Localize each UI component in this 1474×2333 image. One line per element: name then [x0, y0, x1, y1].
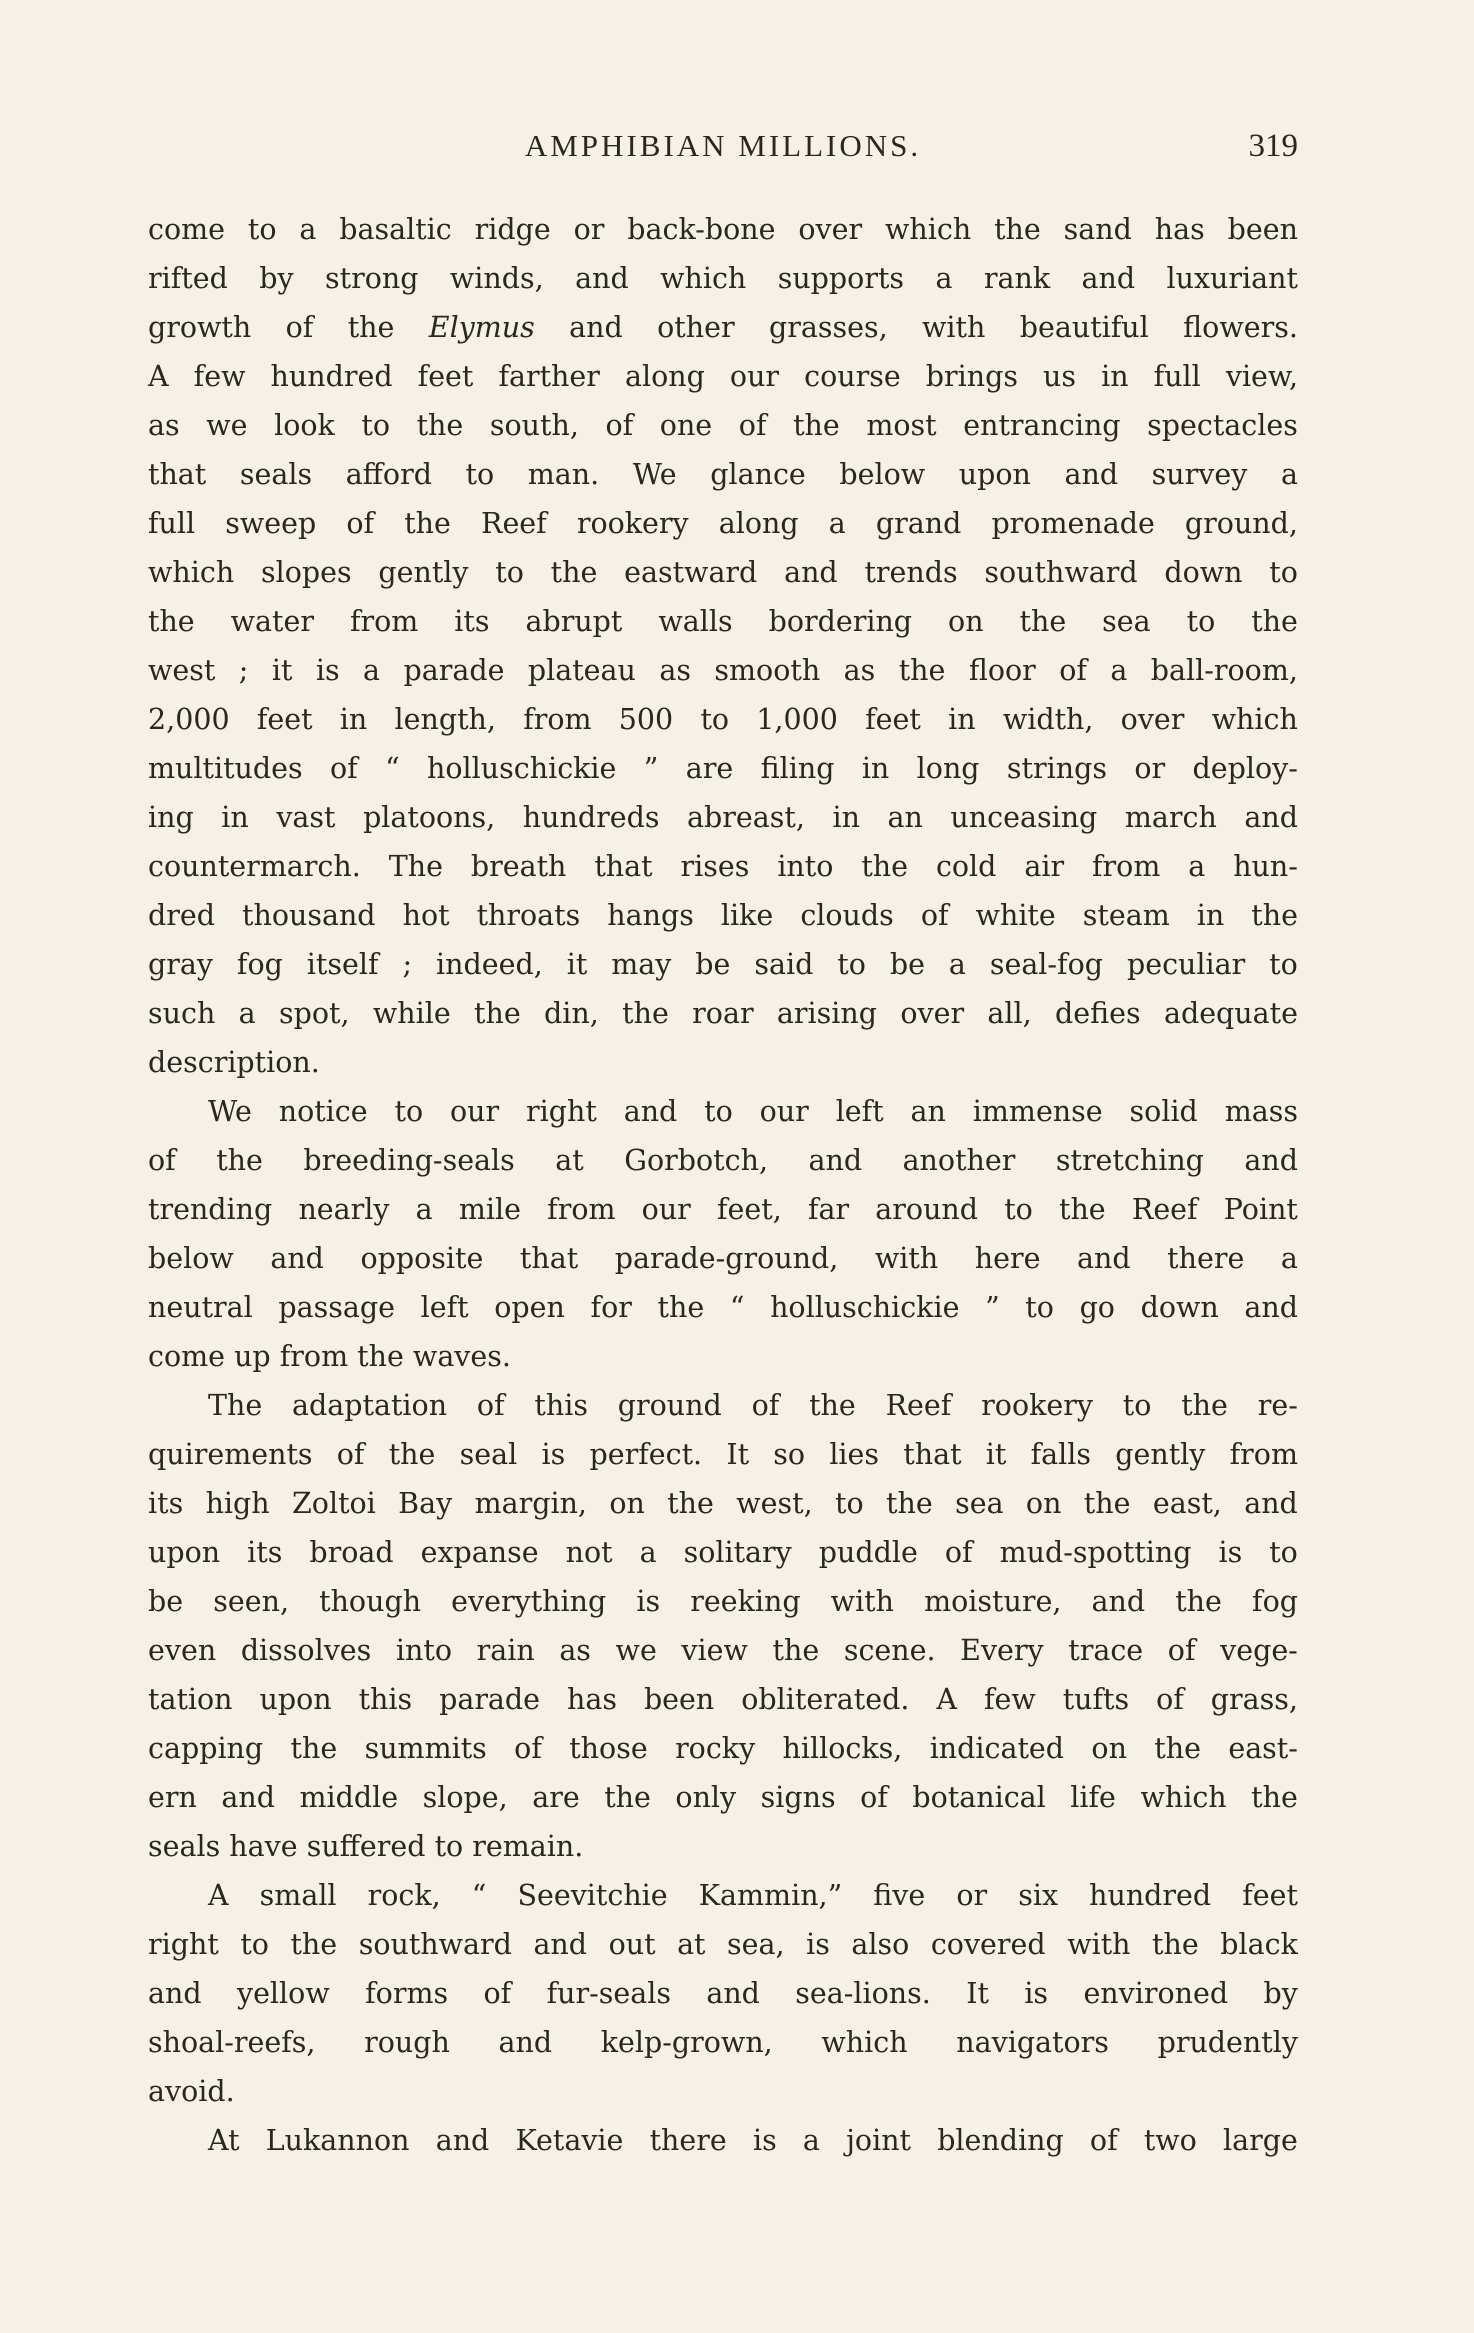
- text-line: be seen, though everything is reeking with moisture, and the fog: [148, 1585, 1298, 1618]
- running-head: [148, 128, 1298, 184]
- text-line: countermarch. The breath that rises into the cold air from a hun-: [148, 850, 1298, 883]
- text-line: full sweep of the Reef rookery along a grand promenade ground,: [148, 507, 1298, 540]
- text-line: shoal-reefs, rough and kelp-grown, which navigators prudently: [148, 2026, 1298, 2059]
- text-line: gray fog itself ; indeed, it may be said to be a seal-fog peculiar to: [148, 948, 1298, 981]
- body-text: [148, 205, 1298, 2165]
- text-line: such a spot, while the din, the roar arising over all, defies adequate: [148, 997, 1298, 1030]
- text-line: capping the summits of those rocky hillocks, indicated on the east-: [148, 1732, 1298, 1765]
- text-line: tation upon this parade has been obliterated. A few tufts of grass,: [148, 1683, 1298, 1716]
- page-number: 319: [1248, 128, 1298, 164]
- text-line: rifted by strong winds, and which supports a rank and luxuriant: [148, 262, 1298, 295]
- text-line: as we look to the south, of one of the most entrancing spectacles: [148, 409, 1298, 442]
- text-line: A few hundred feet farther along our course brings us in full view,: [148, 360, 1298, 393]
- text-line: below and opposite that parade-ground, with here and there a: [148, 1242, 1298, 1275]
- text-line: trending nearly a mile from our feet, far around to the Reef Point: [148, 1193, 1298, 1226]
- text-line: dred thousand hot throats hangs like clouds of white steam in the: [148, 899, 1298, 932]
- text-line: neutral passage left open for the “ holluschickie ” to go down and: [148, 1291, 1298, 1324]
- text-line: even dissolves into rain as we view the scene. Every trace of vege-: [148, 1634, 1298, 1667]
- text-line: and yellow forms of fur-seals and sea-lions. It is environed by: [148, 1977, 1298, 2010]
- text-line: ing in vast platoons, hundreds abreast, in an unceasing march and: [148, 801, 1298, 834]
- text-line: its high Zoltoi Bay margin, on the west, to the sea on the east, and: [148, 1487, 1298, 1520]
- text-line: growth of the Elymus and other grasses, with beautiful flowers.: [148, 311, 1298, 344]
- text-line: the water from its abrupt walls bordering on the sea to the: [148, 605, 1298, 638]
- text-line: west ; it is a parade plateau as smooth as the floor of a ball-room,: [148, 654, 1298, 687]
- running-title: AMPHIBIAN MILLIONS.: [524, 128, 922, 163]
- text-line: ern and middle slope, are the only signs of botanical life which the: [148, 1781, 1298, 1814]
- text-line: seals have suffered to remain.: [148, 1830, 584, 1863]
- text-line: multitudes of “ holluschickie ” are filing in long strings or deploy-: [148, 752, 1298, 785]
- text-line: that seals afford to man. We glance below upon and survey a: [148, 458, 1298, 491]
- text-line: come to a basaltic ridge or back-bone over which the sand has been: [148, 213, 1298, 246]
- text-line: The adaptation of this ground of the Reef rookery to the re-: [208, 1389, 1298, 1422]
- text-line: We notice to our right and to our left an immense solid mass: [208, 1095, 1298, 1128]
- text-line: come up from the waves.: [148, 1340, 511, 1373]
- text-line: quirements of the seal is perfect. It so lies that it falls gently from: [148, 1438, 1298, 1471]
- text-line: right to the southward and out at sea, is also covered with the black: [148, 1928, 1298, 1961]
- text-line: avoid.: [148, 2075, 235, 2108]
- text-line: which slopes gently to the eastward and trends southward down to: [148, 556, 1298, 589]
- text-line: of the breeding-seals at Gorbotch, and another stretching and: [148, 1144, 1298, 1177]
- text-line: upon its broad expanse not a solitary puddle of mud-spotting is to: [148, 1536, 1298, 1569]
- text-line: At Lukannon and Ketavie there is a joint blending of two large: [208, 2124, 1298, 2157]
- text-line: A small rock, “ Seevitchie Kammin,” five or six hundred feet: [208, 1879, 1298, 1912]
- text-line: description.: [148, 1046, 320, 1079]
- text-line: 2,000 feet in length, from 500 to 1,000 feet in width, over which: [148, 703, 1298, 736]
